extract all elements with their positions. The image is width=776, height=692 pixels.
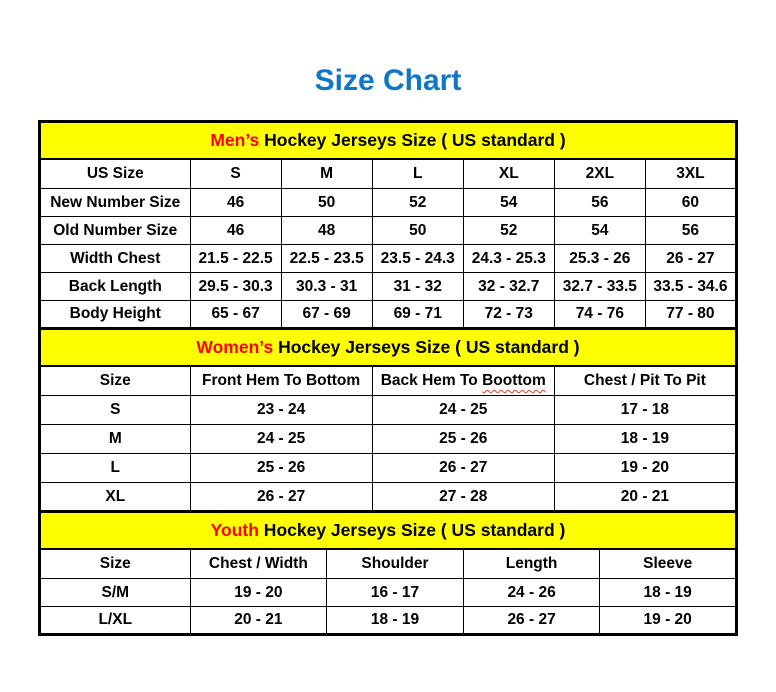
mens-size-value: 56 [645,217,736,245]
womens-banner [40,329,737,366]
mens-size-value: 48 [281,217,372,245]
mens-banner-text: Hockey Jerseys Size ( US standard ) [259,129,566,150]
mens-column-header: 3XL [645,159,736,189]
mens-size-value: 22.5 - 23.5 [281,245,372,273]
youth-banner-accent: Youth [210,519,259,540]
youth-table-row [40,607,737,635]
header-text: Back Hem To [380,371,483,389]
mens-size-value: 21.5 - 22.5 [190,245,281,273]
youth-banner-row [40,512,737,549]
mens-size-value: 25.3 - 26 [554,245,645,273]
mens-size-value: 32.7 - 33.5 [554,273,645,301]
mens-size-value: 52 [463,217,554,245]
mens-size-value: 26 - 27 [645,245,736,273]
mens-size-value: 31 - 32 [372,273,463,301]
mens-banner-row [40,122,737,159]
womens-table-row [40,483,737,512]
womens-size-value: 19 - 20 [554,454,736,483]
youth-column-header: Length [463,549,600,579]
mens-size-value: 32 - 32.7 [463,273,554,301]
youth-size-value: 26 - 27 [463,607,600,635]
mens-banner [40,122,737,159]
womens-size-value: 25 - 26 [190,454,372,483]
womens-column-header: Front Hem To Bottom [190,366,372,396]
youth-size-table [38,510,738,636]
mens-size-value: 46 [190,217,281,245]
womens-size-value: 26 - 27 [372,454,554,483]
womens-size-value: 17 - 18 [554,396,736,425]
mens-size-value: 56 [554,189,645,217]
youth-banner [40,512,737,549]
womens-row-label: M [40,425,191,454]
mens-banner-accent: Men’s [210,129,260,150]
womens-size-value: 18 - 19 [554,425,736,454]
mens-column-header: XL [463,159,554,189]
mens-row-label: Width Chest [40,245,191,273]
womens-header-row [40,366,737,396]
mens-column-header: L [372,159,463,189]
womens-table-row [40,454,737,483]
size-chart [38,120,738,636]
mens-size-value: 60 [645,189,736,217]
mens-size-value: 54 [463,189,554,217]
mens-table-row [40,273,737,301]
womens-banner-accent: Women’s [196,336,274,357]
mens-table-row [40,217,737,245]
mens-size-value: 29.5 - 30.3 [190,273,281,301]
youth-column-header: Shoulder [327,549,464,579]
mens-size-value: 30.3 - 31 [281,273,372,301]
youth-row-label: L/XL [40,607,191,635]
womens-size-table [38,327,738,513]
womens-size-value: 24 - 25 [372,396,554,425]
womens-column-header [372,366,554,396]
womens-size-value: 23 - 24 [190,396,372,425]
mens-header-row [40,159,737,189]
youth-header-row [40,549,737,579]
youth-column-header: Chest / Width [190,549,327,579]
mens-column-header: S [190,159,281,189]
youth-size-value: 19 - 20 [190,579,327,607]
youth-size-value: 19 - 20 [600,607,737,635]
womens-size-value: 26 - 27 [190,483,372,512]
mens-row-label: Old Number Size [40,217,191,245]
mens-size-table [38,120,738,330]
mens-size-value: 74 - 76 [554,301,645,329]
womens-banner-row [40,329,737,366]
womens-row-label: S [40,396,191,425]
mens-size-value: 46 [190,189,281,217]
mens-table-row [40,301,737,329]
mens-column-header: 2XL [554,159,645,189]
mens-row-label: Body Height [40,301,191,329]
mens-size-value: 50 [281,189,372,217]
womens-row-label: XL [40,483,191,512]
mens-size-value: 54 [554,217,645,245]
womens-table-row [40,396,737,425]
youth-column-header: Sleeve [600,549,737,579]
womens-column-header: Chest / Pit To Pit [554,366,736,396]
mens-size-value: 23.5 - 24.3 [372,245,463,273]
mens-column-header: US Size [40,159,191,189]
mens-size-value: 24.3 - 25.3 [463,245,554,273]
womens-size-value: 25 - 26 [372,425,554,454]
mens-size-value: 77 - 80 [645,301,736,329]
mens-column-header: M [281,159,372,189]
youth-size-value: 24 - 26 [463,579,600,607]
youth-table-row [40,579,737,607]
mens-size-value: 67 - 69 [281,301,372,329]
mens-size-value: 65 - 67 [190,301,281,329]
mens-table-row [40,245,737,273]
youth-column-header: Size [40,549,191,579]
youth-size-value: 18 - 19 [600,579,737,607]
mens-row-label: New Number Size [40,189,191,217]
mens-row-label: Back Length [40,273,191,301]
youth-banner-text: Hockey Jerseys Size ( US standard ) [258,519,566,540]
mens-size-value: 33.5 - 34.6 [645,273,736,301]
youth-size-value: 20 - 21 [190,607,327,635]
womens-banner-text: Hockey Jerseys Size ( US standard ) [273,336,580,357]
womens-size-value: 24 - 25 [190,425,372,454]
mens-size-value: 69 - 71 [372,301,463,329]
page-title: Size Chart [314,64,462,97]
mens-table-row [40,189,737,217]
mens-size-value: 72 - 73 [463,301,554,329]
womens-column-header: Size [40,366,191,396]
womens-row-label: L [40,454,191,483]
mens-size-value: 50 [372,217,463,245]
youth-size-value: 16 - 17 [327,579,464,607]
youth-size-value: 18 - 19 [327,607,464,635]
womens-size-value: 27 - 28 [372,483,554,512]
mens-size-value: 52 [372,189,463,217]
womens-size-value: 20 - 21 [554,483,736,512]
womens-table-row [40,425,737,454]
misspelled-word: Boottom [482,371,546,389]
youth-row-label: S/M [40,579,191,607]
